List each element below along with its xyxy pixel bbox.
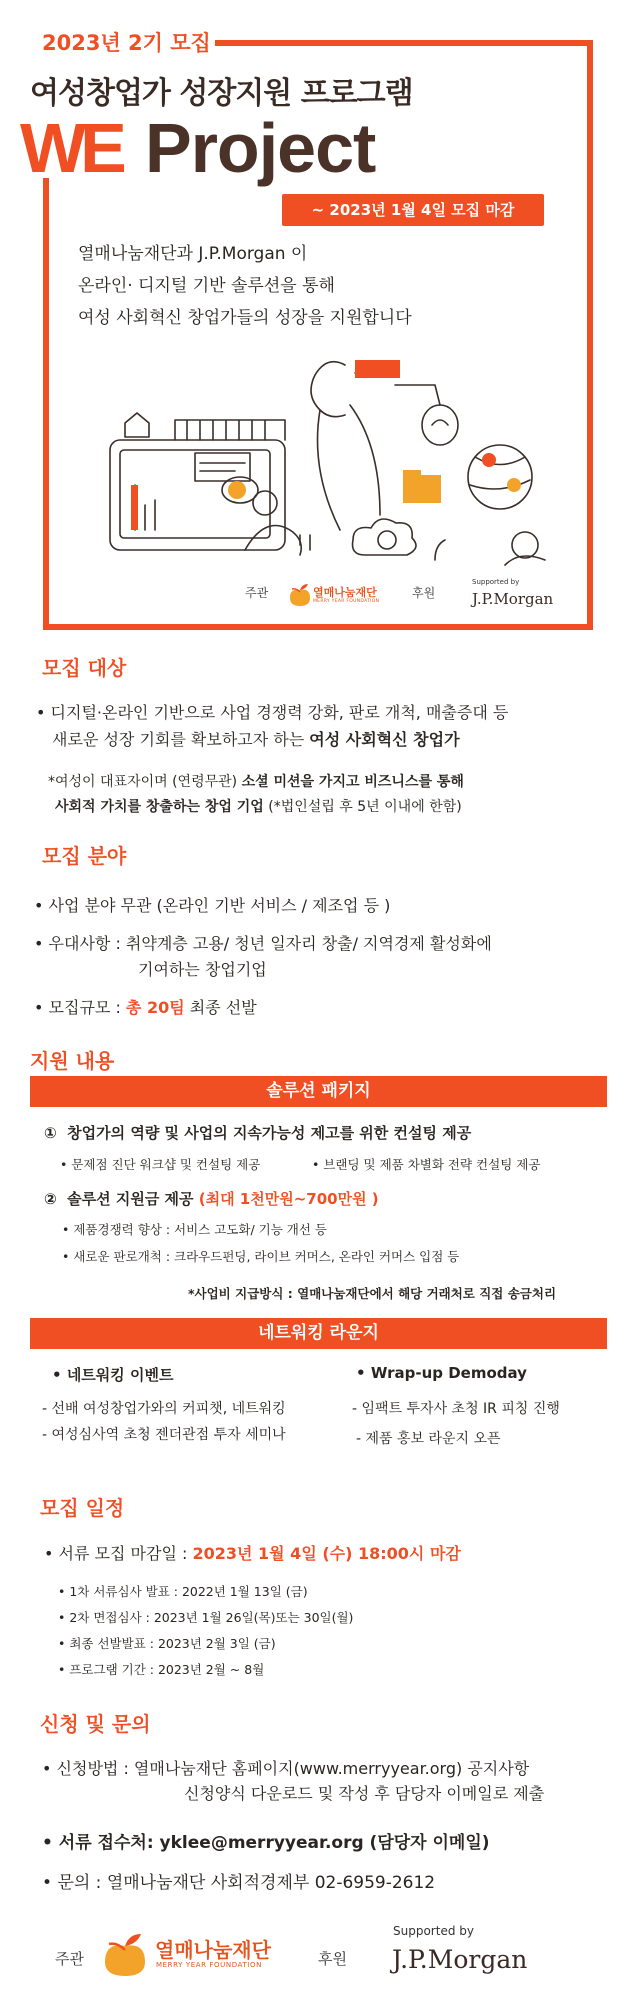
frame-left bbox=[43, 178, 49, 630]
logo-we: WE bbox=[20, 109, 121, 187]
telescope-shape bbox=[355, 360, 400, 378]
solution-1-a: • 문제점 진단 워크샵 및 컨설팅 제공 bbox=[60, 1157, 261, 1172]
schedule-deadline: • 서류 모집 마감일 : 2023년 1월 4일 (수) 18:00시 마감 bbox=[44, 1544, 461, 1563]
hero-illustration bbox=[105, 345, 585, 570]
field-item-2: • 우대사항 : 취약계층 고용/ 청년 일자리 창출/ 지역경제 활성화에 bbox=[34, 934, 492, 953]
apply-method-b: 신청양식 다운로드 및 작성 후 담당자 이메일로 제출 bbox=[184, 1784, 545, 1803]
field-item-2b: 기여하는 창업기업 bbox=[138, 960, 267, 979]
schedule-item-2: • 2차 면접심사 : 2023년 1월 26일(목)또는 30일(월) bbox=[58, 1610, 354, 1625]
bullet-icon: • bbox=[42, 1759, 57, 1778]
apply-contact: • 문의 : 열매나눔재단 사회적경제부 02-6959-2612 bbox=[42, 1873, 436, 1893]
target-line-1: • 디지털·온라인 기반으로 사업 경쟁력 강화, 판로 개척, 매출증대 등 bbox=[36, 703, 509, 722]
networking-lounge-band: 네트워킹 라운지 bbox=[30, 1318, 607, 1349]
intro-text bbox=[78, 238, 412, 334]
bullet-icon: • bbox=[62, 1249, 74, 1264]
bullet-icon: • bbox=[62, 1222, 74, 1237]
recruit-label: 2023년 2기 모집 bbox=[42, 31, 211, 55]
footer-supported-by: Supported by bbox=[393, 1924, 474, 1938]
hero-organizer-label: 주관 bbox=[245, 586, 269, 600]
bullet-icon: • bbox=[52, 1366, 67, 1384]
bullet-icon: • bbox=[34, 934, 49, 953]
demoday-title: • Wrap-up Demoday bbox=[356, 1364, 527, 1382]
frame-bottom bbox=[43, 624, 593, 630]
hero-organizer-name: 열매나눔재단 bbox=[313, 586, 377, 599]
target-note-1: *여성이 대표자이며 (연령무관) 소셜 미션을 가지고 비즈니스를 통해 bbox=[48, 774, 464, 790]
target-note-2: 사회적 가치를 창출하는 창업 기업 (*법인설립 후 5년 이내에 한함) bbox=[55, 799, 462, 815]
apply-method: • 신청방법 : 열매나눔재단 홈페이지(www.merryyear.org) 공지사항 bbox=[42, 1759, 530, 1778]
intro-line-3: 여성 사회혁신 창업가들의 성장을 지원합니다 bbox=[78, 308, 412, 328]
bullet-icon: • bbox=[312, 1157, 324, 1172]
bullet-icon: • bbox=[44, 1544, 59, 1563]
intro-line-2: 온라인· 디지털 기반 솔루션을 통해 bbox=[78, 276, 335, 296]
schedule-title: 모집 일정 bbox=[40, 1496, 125, 1520]
demoday-b: - 제품 홍보 라운지 오픈 bbox=[356, 1431, 501, 1447]
bullet-icon: • bbox=[34, 896, 49, 915]
target-line-2: 새로운 성장 기회를 확보하고자 하는 여성 사회혁신 창업가 bbox=[52, 730, 460, 749]
bullet-icon: • bbox=[60, 1157, 72, 1172]
frame-right bbox=[587, 40, 593, 630]
bullet-icon: • bbox=[356, 1364, 371, 1382]
footer-sponsor-label: 후원 bbox=[318, 1950, 347, 1968]
solution-2-note: *사업비 지급방식 : 열매나눔재단에서 해당 거래처로 직접 송금처리 bbox=[188, 1286, 557, 1301]
field-title: 모집 분야 bbox=[42, 844, 127, 868]
apply-email: • 서류 접수처: yklee@merryyear.org (담당자 이메일) bbox=[42, 1833, 490, 1853]
target-title: 모집 대상 bbox=[42, 656, 127, 680]
bullet-icon: • bbox=[42, 1873, 58, 1893]
networking-event-a: - 선배 여성창업가와의 커피챗, 네트워킹 bbox=[42, 1401, 286, 1417]
footer-sponsor-name: J.P.Morgan bbox=[392, 1945, 528, 1974]
hero-sponsor-label: 후원 bbox=[412, 586, 436, 600]
bullet-icon: • bbox=[36, 703, 51, 722]
solution-package-band: 솔루션 패키지 bbox=[30, 1076, 607, 1107]
bullet-icon: • bbox=[34, 998, 49, 1017]
schedule-item-1: • 1차 서류심사 발표 : 2022년 1월 13일 (금) bbox=[58, 1584, 308, 1599]
demoday-a: - 임팩트 투자사 초청 IR 피칭 진행 bbox=[352, 1401, 560, 1417]
bullet-icon: • bbox=[42, 1833, 59, 1853]
logo-project: Project bbox=[145, 109, 376, 187]
solution-2-a: • 제품경쟁력 향상 : 서비스 고도화/ 기능 개선 등 bbox=[62, 1222, 327, 1237]
program-title: 여성창업가 성장지원 프로그램 bbox=[30, 76, 413, 111]
networking-event-b: - 여성심사역 초청 젠더관점 투자 세미나 bbox=[42, 1427, 286, 1443]
solution-2-title: ② 솔루션 지원금 제공 (최대 1천만원~700만원 ) bbox=[44, 1190, 379, 1208]
hero-sponsor-name: J.P.Morgan bbox=[472, 590, 554, 608]
hero-supported-by: Supported by bbox=[472, 578, 520, 586]
apply-title: 신청 및 문의 bbox=[40, 1712, 151, 1736]
solution-1-title: ① 창업가의 역량 및 사업의 지속가능성 제고를 위한 컨설팅 제공 bbox=[44, 1124, 472, 1142]
deadline-badge: ~ 2023년 1월 4일 모집 마감 bbox=[282, 194, 544, 226]
field-item-3: • 모집규모 : 총 20팀 최종 선발 bbox=[34, 998, 257, 1017]
footer-organizer-sub: MERRY YEAR FOUNDATION bbox=[156, 1961, 262, 1969]
hero-organizer-sub: MERRY YEAR FOUNDATION bbox=[313, 599, 380, 604]
bullet-icon: • bbox=[58, 1636, 70, 1651]
bullet-icon: • bbox=[58, 1584, 70, 1599]
footer-merry-year-logo-icon bbox=[101, 1930, 151, 1980]
footer-organizer-label: 주관 bbox=[55, 1950, 84, 1968]
solution-2-b: • 새로운 판로개척 : 크라우드펀딩, 라이브 커머스, 온라인 커머스 입점 등 bbox=[62, 1249, 460, 1264]
schedule-item-4: • 프로그램 기간 : 2023년 2월 ~ 8월 bbox=[58, 1662, 265, 1677]
footer-organizer-name: 열매나눔재단 bbox=[155, 1938, 271, 1962]
networking-event-title: • 네트워킹 이벤트 bbox=[52, 1366, 174, 1384]
intro-line-1: 열매나눔재단과 J.P.Morgan 이 bbox=[78, 244, 308, 264]
bullet-icon: • bbox=[58, 1662, 70, 1677]
support-title: 지원 내용 bbox=[30, 1049, 115, 1073]
solution-1-b: • 브랜딩 및 제품 차별화 전략 컨설팅 제공 bbox=[312, 1157, 541, 1172]
field-item-1: • 사업 분야 무관 (온라인 기반 서비스 / 제조업 등 ) bbox=[34, 896, 391, 915]
schedule-item-3: • 최종 선발발표 : 2023년 2월 3일 (금) bbox=[58, 1636, 276, 1651]
merry-year-logo-icon bbox=[287, 582, 313, 608]
bullet-icon: • bbox=[58, 1610, 70, 1625]
frame-top bbox=[215, 40, 593, 46]
